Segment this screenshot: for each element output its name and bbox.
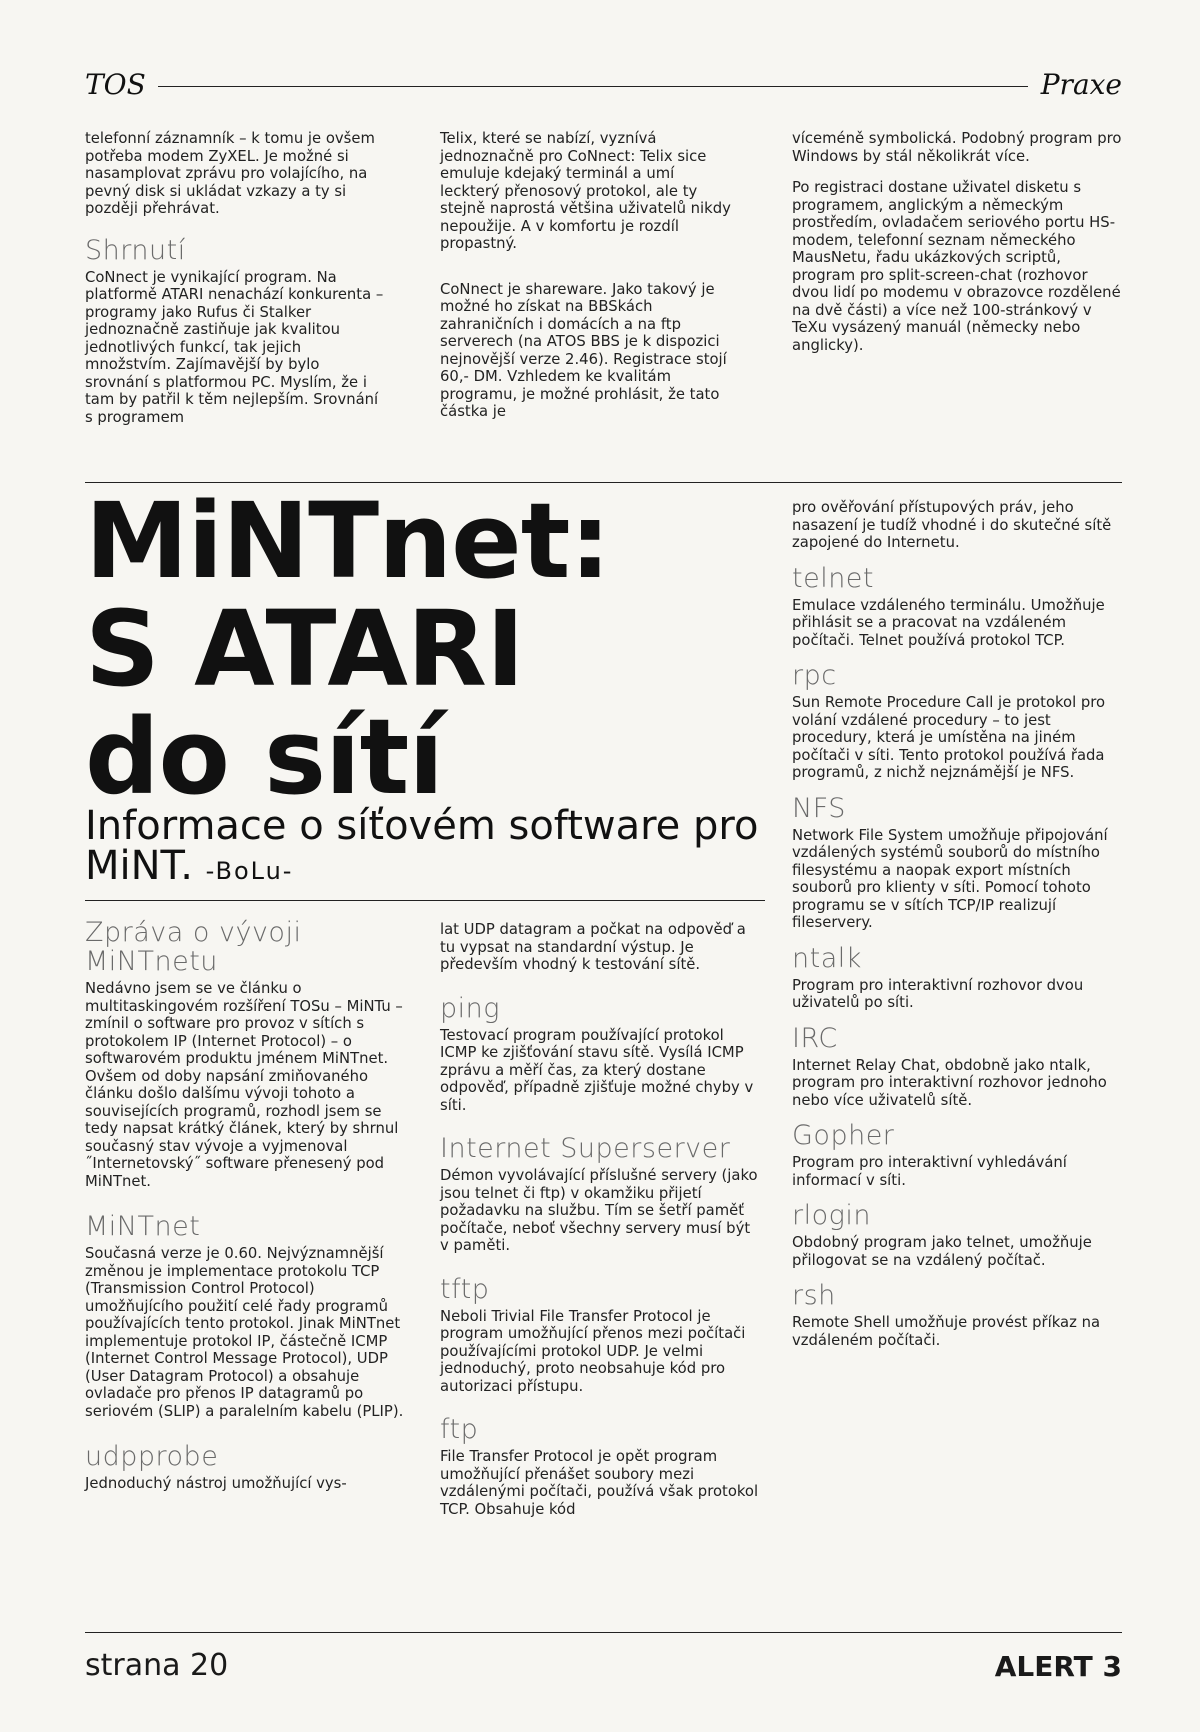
page-number: strana 20 <box>85 1648 229 1683</box>
paragraph: File Transfer Protocol je opět program umožňující přenášet soubory mezi vzdálenými počítači, používá však protokol TCP. Obsahuje kód <box>440 1448 759 1518</box>
section-heading: IRC <box>792 1022 838 1054</box>
header-rule <box>158 86 1028 87</box>
section-heading: MiNTnet <box>85 1211 201 1242</box>
article-title <box>85 480 745 818</box>
paragraph: Emulace vzdáleného terminálu. Umožňuje přihlásit se a pracovat na vzdáleném počítači. Telnet používá protokol TCP. <box>792 596 1105 649</box>
top-column-2 <box>440 130 736 431</box>
section-heading: rlogin <box>792 1200 871 1231</box>
article-subtitle-text: Informace o síťovém software pro MiNT. <box>85 803 759 889</box>
section-heading: udpprobe <box>85 1441 219 1472</box>
section-heading: rsh <box>792 1280 836 1311</box>
article-title-line: do sítí <box>85 696 444 818</box>
paragraph: Sun Remote Procedure Call je protokol pro volání vzdálené procedury – to jest procedury, která je umístěna na jiném počítači v síti. Tento protokol používá řada programů, z nichž nejznámější je NFS. <box>792 694 1106 781</box>
top-column-1 <box>85 130 385 436</box>
section-heading: Gopher <box>792 1120 895 1151</box>
section-heading: telnet <box>792 562 875 594</box>
article-column-2 <box>440 921 760 1528</box>
section-heading: Internet Superserver <box>440 1133 731 1164</box>
article-subtitle <box>85 803 765 891</box>
paragraph: lat UDP datagram a počkat na odpověď a tu vypsat na standardní výstup. Je především vhodný k testování sítě. <box>440 921 746 973</box>
paragraph: Obdobný program jako telnet, umožňuje přilogovat se na vzdálený počítač. <box>792 1234 1092 1269</box>
header-section-right: Praxe <box>1040 68 1122 101</box>
paragraph: CoNnect je vynikající program. Na platformě ATARI nenachází konkurenta – programy jako Rufus či Stalker jednoznačně zastiňuje jak kvalitou jednotlivých funkcí, tak jejich množstvím. Zajímavější by bylo srovnání s platformou PC. Myslím, že i tam by patřil k těm nejlepším. Srovnání s programem <box>85 268 384 426</box>
section-heading: ftp <box>440 1414 479 1445</box>
paragraph: Nedávno jsem se ve článku o multitaskingovém rozšíření TOSu – MiNTu – zmínil o software pro provoz v sítích s protokolem IP (Internet Protocol) – o softwarovém produktu jménem MiNTnet. Ovšem od doby napsání zmiňovaného článku došlo dalšímu vývoji tohoto a souvisejících programů, rozhodl jsem se tedy napsat krátký článek, který by shrnul současný stav vývoje a vyjmenoval ˝Internetovský˝ software přenesený pod MiNTnet. <box>85 980 403 1190</box>
article-author: -BoLu- <box>205 857 294 885</box>
section-heading: NFS <box>792 792 846 824</box>
paragraph: Neboli Trivial File Transfer Protocol je program umožňující přenos mezi počítači používajícími protokol UDP. Je velmi jednoduchý, proto neobsahuje kód pro autorizaci přístupu. <box>440 1307 746 1395</box>
article-column-3 <box>792 499 1122 1359</box>
footer-rule <box>85 1632 1122 1633</box>
paragraph: Telix, které se nabízí, vyznívá jednoznačně pro CoNnect: Telix sice emuluje kdejaký terminál a umí leckterý přenosový protokol, ale ty stejně naprostá většina uživatelů nikdy nepoužije. A v komfortu je rozdíl propastný. <box>440 130 731 252</box>
paragraph: pro ověřování přístupových práv, jeho nasazení je tudíž vhodné i do skutečné sítě zapojené do Internetu. <box>792 499 1112 551</box>
section-heading: ntalk <box>792 942 862 974</box>
section-heading: tftp <box>440 1273 490 1305</box>
magazine-issue: ALERT 3 <box>994 1650 1122 1683</box>
paragraph: Program pro interaktivní rozhovor dvou uživatelů po síti. <box>792 976 1084 1011</box>
section-heading: Shrnutí <box>85 234 186 266</box>
paragraph: Jednoduchý nástroj umožňující vys- <box>85 1475 347 1492</box>
paragraph: Démon vyvolávající příslušné servery (jako jsou telnet či ftp) v okamžiku přijetí požadavku na službu. Tím se šetří paměť počítače, neboť všechny servery musí být v paměti. <box>440 1167 758 1254</box>
section-heading: Zpráva o vývoji MiNTnetu <box>85 917 302 977</box>
article-column-1 <box>85 918 415 1503</box>
paragraph: Remote Shell umožňuje provést příkaz na vzdáleném počítači. <box>792 1314 1101 1349</box>
paragraph: Network File System umožňuje připojování vzdálených systémů souborů do místního filesystému a naopak export místních souborů pro klienty v síti. Pomocí tohoto programu se v sítích TCP/IP realizují fileservery. <box>792 826 1108 931</box>
header-section-left: TOS <box>85 68 146 101</box>
article-title-line: S ATARI <box>85 588 524 710</box>
title-divider <box>85 900 765 901</box>
paragraph: CoNnect je shareware. Jako takový je možné ho získat na BBSkách zahraničních i domácích a na ftp serverech (na ATOS BBS je k dispozici nejnovější verze 2.46). Registrace stojí 60,- DM. Vzhledem ke kvalitám programu, je možné prohlásit, že tato částka je <box>440 280 727 420</box>
paragraph: Po registraci dostane uživatel disketu s programem, anglickým a německým prostředím, ovladačem seriového portu HS-modem, telefonní seznam německého MausNetu, řadu ukázkových scriptů, program pro split-screen-chat (rozhovor dvou lidí po modemu v obrazovce rozdělené na dvě části) a více než 100-stránkový v TeXu vysázený manuál (německy nebo anglicky). <box>792 179 1121 354</box>
paragraph: Internet Relay Chat, obdobně jako ntalk, program pro interaktivní rozhovor jednoho nebo více uživatelů sítě. <box>792 1056 1107 1109</box>
section-heading: rpc <box>792 660 837 691</box>
paragraph: telefonní záznamník – k tomu je ovšem potřeba modem ZyXEL. Je možné si nasamplovat zprávu pro volajícího, na pevný disk si ukládat vzkazy a ty si později přehrávat. <box>85 130 375 217</box>
article-title-line: MiNTnet: <box>85 480 610 602</box>
paragraph: víceméně symbolická. Podobný program pro Windows by stál několikrát více. <box>792 130 1122 165</box>
top-column-3 <box>792 130 1122 364</box>
paragraph: Současná verze je 0.60. Nejvýznamnější změnou je implementace protokolu TCP (Transmission Control Protocol) umožňujícího použití celé řady programů používajících tento protokol. Jinak MiNTnet implementuje protokol IP, částečně ICMP (Internet Control Message Protocol), UDP (User Datagram Protocol) a obsahuje ovladače pro přenos IP datagramů po seriovém (SLIP) a paralelním kabelu (PLIP). <box>85 1245 404 1420</box>
paragraph: Testovací program používající protokol ICMP ke zjišťování stavu sítě. Vysílá ICMP zprávu a měří čas, za který dostane odpověď, případně zjišťuje možné chyby v síti. <box>440 1026 754 1114</box>
section-heading: ping <box>440 992 500 1024</box>
paragraph: Program pro interaktivní vyhledávání informací v síti. <box>792 1154 1067 1189</box>
